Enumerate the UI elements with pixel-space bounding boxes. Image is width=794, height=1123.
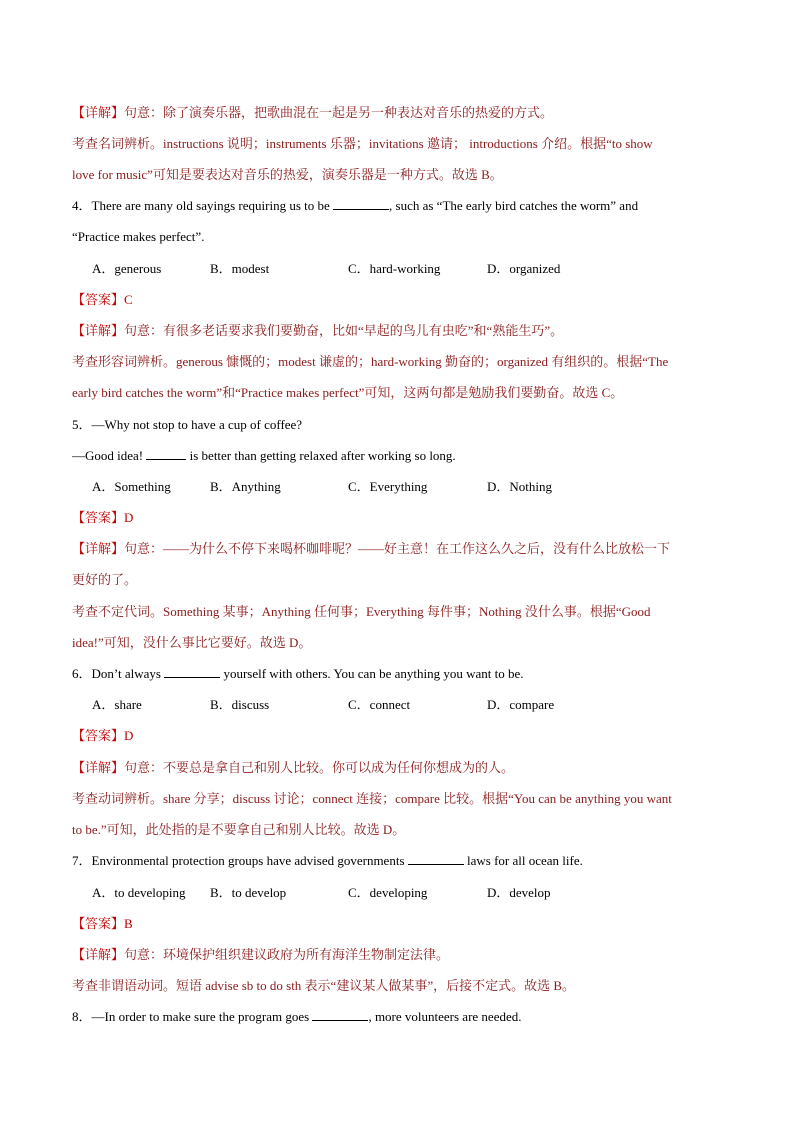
option-a: A．generous (92, 261, 162, 276)
q4-stem-line-1 (72, 197, 724, 215)
answer-blank (164, 665, 220, 678)
option-b: B．to develop (210, 885, 287, 900)
q3-analysis-line-2: love for music”可知是要表达对音乐的热爱，演奏乐器是一种方式。故选 B。 (72, 167, 503, 182)
q6-stem-post: yourself with others. You can be anything you want to be. (223, 666, 524, 681)
option-c: C．hard-working (348, 261, 441, 276)
q4-answer (72, 291, 724, 309)
q4-detail (72, 322, 724, 340)
detail-tag: 【详解】 (72, 323, 125, 338)
answer-value: C (124, 292, 133, 307)
q8-stem-pre: 8．—In order to make sure the program goes (72, 1009, 310, 1024)
q6-detail (72, 759, 724, 777)
option-a: A．Something (92, 479, 171, 494)
q4-stem-line-2: “Practice makes perfect”. (72, 229, 205, 244)
q8-stem (72, 1008, 724, 1026)
answer-value: B (124, 916, 133, 931)
q4-stem-post: , such as “The early bird catches the worm” and (389, 198, 639, 213)
q5-stem-line-2 (72, 447, 724, 465)
detail-text: 句意：有很多老话要求我们要勤奋，比如“早起的鸟儿有虫吃”和“熟能生巧”。 (124, 323, 564, 338)
q8-stem-post: , more volunteers are needed. (368, 1009, 522, 1024)
q5-stem-line-1: 5．—Why not stop to have a cup of coffee? (72, 417, 303, 432)
option-d: D．compare (487, 697, 555, 712)
q7-stem (72, 852, 724, 870)
option-c: C．Everything (348, 479, 428, 494)
answer-blank (312, 1008, 368, 1021)
answer-tag: 【答案】 (72, 728, 125, 743)
q4-stem-pre: 4．There are many old sayings requiring us to be (72, 198, 330, 213)
q3-analysis-line-1: 考查名词辨析。instructions 说明；instruments 乐器；invitations 邀请； introductions 介绍。根据“to show (72, 136, 653, 151)
answer-blank (146, 447, 186, 460)
q5-stem-post: is better than getting relaxed after working so long. (189, 448, 456, 463)
answer-tag: 【答案】 (72, 292, 125, 307)
answer-blank (333, 197, 389, 210)
q4-analysis-line-1: 考查形容词辨析。generous 慷慨的；modest 谦虚的；hard-working 勤奋的；organized 有组织的。根据“The (72, 354, 669, 369)
answer-value: D (124, 728, 134, 743)
option-d: D．Nothing (487, 479, 553, 494)
q7-answer (72, 915, 724, 933)
q5-detail-line-2: 更好的了。 (72, 572, 138, 587)
option-b: B．Anything (210, 479, 281, 494)
option-b: B．modest (210, 261, 270, 276)
answer-tag: 【答案】 (72, 916, 125, 931)
option-a: A．to developing (92, 885, 186, 900)
q6-answer (72, 727, 724, 745)
q5-analysis-line-1: 考查不定代词。Something 某事；Anything 任何事；Everything 每件事；Nothing 没什么事。根据“Good (72, 604, 651, 619)
detail-text: 句意：不要总是拿自己和别人比较。你可以成为任何你想成为的人。 (124, 760, 515, 775)
q5-analysis-line-2: idea!”可知，没什么事比它要好。故选 D。 (72, 635, 312, 650)
detail-tag: 【详解】 (72, 541, 125, 556)
detail-tag: 【详解】 (72, 760, 125, 775)
q5-stem-pre: —Good idea! (72, 448, 144, 463)
q5-detail-line-1 (72, 540, 724, 558)
option-c: C．connect (348, 697, 411, 712)
detail-tag: 【详解】 (72, 105, 125, 120)
option-a: A．share (92, 697, 142, 712)
q6-analysis-line-2: to be.”可知，此处指的是不要拿自己和别人比较。故选 D。 (72, 822, 406, 837)
option-c: C．developing (348, 885, 428, 900)
answer-value: D (124, 510, 134, 525)
q6-stem (72, 665, 724, 683)
q7-stem-pre: 7．Environmental protection groups have advised governments (72, 853, 405, 868)
option-b: B．discuss (210, 697, 270, 712)
answer-tag: 【答案】 (72, 510, 125, 525)
detail-text: 句意：环境保护组织建议政府为所有海洋生物制定法律。 (124, 947, 450, 962)
detail-text: 句意：除了演奏乐器，把歌曲混在一起是另一种表达对音乐的热爱的方式。 (124, 105, 554, 120)
q7-detail (72, 946, 724, 964)
q6-analysis-line-1: 考查动词辨析。share 分享；discuss 讨论；connect 连接；compare 比较。根据“You can be anything you want (72, 791, 672, 806)
q7-analysis-line-1: 考查非谓语动词。短语 advise sb to do sth 表示“建议某人做某事”，后接不定式。故选 B。 (72, 978, 576, 993)
option-d: D．organized (487, 261, 561, 276)
q6-stem-pre: 6．Don’t always (72, 666, 161, 681)
q7-stem-post: laws for all ocean life. (467, 853, 583, 868)
option-d: D．develop (487, 885, 551, 900)
q3-detail (72, 104, 724, 122)
answer-blank (408, 852, 464, 865)
q4-analysis-line-2: early bird catches the worm”和“Practice makes perfect”可知，这两句都是勉励我们要勤奋。故选 C。 (72, 385, 624, 400)
detail-tag: 【详解】 (72, 947, 125, 962)
detail-text: 句意：——为什么不停下来喝杯咖啡呢？——好主意！在工作这么久之后，没有什么比放松一下 (124, 541, 671, 556)
q5-answer (72, 509, 724, 527)
